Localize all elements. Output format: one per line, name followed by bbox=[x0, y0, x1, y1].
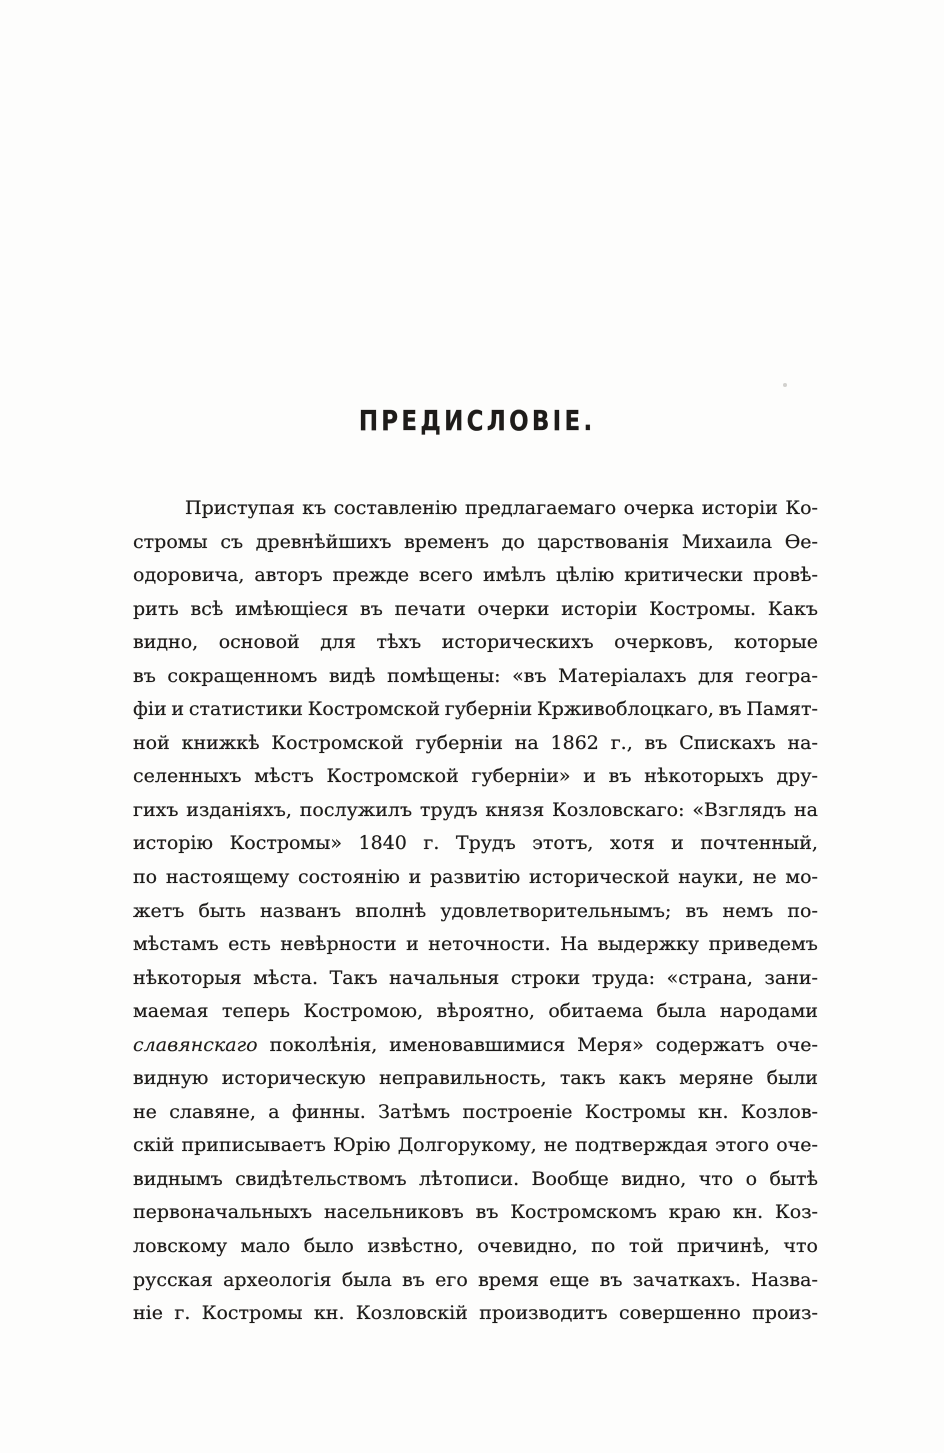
text-line: гихъ изданіяхъ, послужилъ трудъ князя Козловскаго: «Взглядъ на bbox=[133, 798, 818, 821]
text-line: виднымъ свидѣтельствомъ лѣтописи. Вообще видно, что о бытѣ bbox=[133, 1167, 818, 1190]
text-line: русская археологія была въ его время еще въ зачаткахъ. Назва- bbox=[133, 1268, 818, 1291]
text-line: Приступая къ составленію предлагаемаго очерка исторіи Ко- bbox=[185, 497, 818, 519]
text-line: по настоящему состоянію и развитію исторической науки, не мо- bbox=[133, 866, 818, 889]
text-line: ніе г. Костромы кн. Козловскій производитъ совершенно произ- bbox=[133, 1302, 818, 1325]
text-line: жетъ быть названъ вполнѣ удовлетворительнымъ; въ немъ по- bbox=[133, 899, 818, 922]
text-line: ловскому мало было извѣстно, очевидно, по той причинѣ, что bbox=[133, 1235, 818, 1258]
text-line: исторію Костромы» 1840 г. Трудъ этотъ, хотя и почтенный, bbox=[133, 832, 818, 855]
text-line: одоровича, авторъ прежде всего имѣлъ цѣлію критически провѣ- bbox=[133, 564, 818, 587]
text-line: рить всѣ имѣющіеся въ печати очерки исторіи Костромы. Какъ bbox=[133, 597, 818, 620]
text-line: стромы съ древнѣйшихъ временъ до царствованія Михаила Ѳе- bbox=[133, 530, 818, 553]
text-line: маемая теперь Костромою, вѣроятно, обитаема была народами bbox=[133, 1000, 818, 1023]
text-line: нѣкоторыя мѣста. Такъ начальныя строки труда: «страна, зани- bbox=[133, 966, 818, 989]
body-text bbox=[133, 497, 818, 1336]
text-line: не славяне, а финны. Затѣмъ построеніе Костромы кн. Козлов- bbox=[133, 1100, 818, 1123]
text-line: первоначальныхъ насельниковъ въ Костромскомъ краю кн. Коз- bbox=[133, 1201, 818, 1224]
text-line: видную историческую неправильность, такъ какъ меряне были bbox=[133, 1067, 818, 1090]
scan-speck-artifact bbox=[783, 383, 787, 387]
text-line: славянскаго поколѣнія, именовавшимися Меря» содержатъ оче- bbox=[133, 1033, 818, 1056]
text-line: видно, основой для тѣхъ историческихъ очерковъ, которые bbox=[133, 631, 818, 654]
text-line: скій приписываетъ Юрію Долгорукому, не подтверждая этого оче- bbox=[133, 1134, 818, 1157]
text-line: селенныхъ мѣстъ Костромской губерніи» и въ нѣкоторыхъ дру- bbox=[133, 765, 818, 788]
text-line: ной книжкѣ Костромской губерніи на 1862 г., въ Спискахъ на- bbox=[133, 731, 818, 754]
page-title: ПРЕДИСЛОВІЕ. bbox=[358, 404, 596, 437]
text-line: въ сокращенномъ видѣ помѣщены: «въ Матеріалахъ для геогра- bbox=[133, 664, 818, 687]
text-line: мѣстамъ есть невѣрности и неточности. На выдержку приведемъ bbox=[133, 933, 818, 956]
text-line: фіи и статистики Костромской губерніи Крживоблоцкаго, въ Памят- bbox=[133, 698, 818, 721]
